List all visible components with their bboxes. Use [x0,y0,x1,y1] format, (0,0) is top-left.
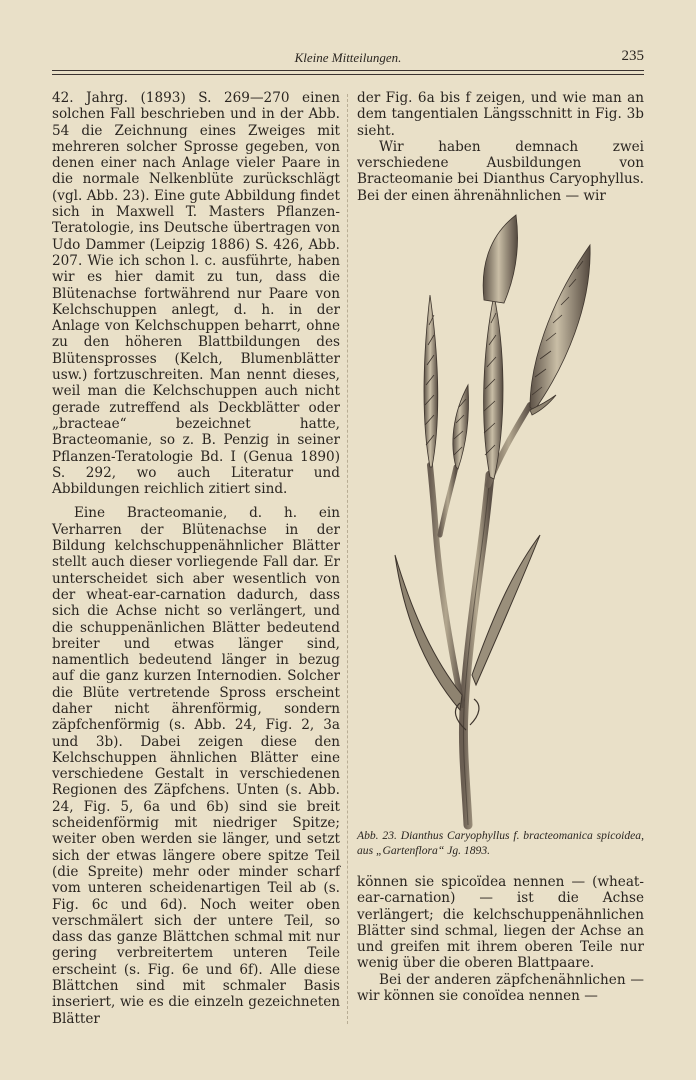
right-spike [530,245,590,411]
right-paragraph-2: Wir haben demnach zwei verschiedene Ausbildungen von Bracteomanie bei Dianthus Caryophyllus. Bei der einen ährenähnlichen — wir [357,138,644,204]
header-rule-top [52,70,644,71]
dianthus-illustration [370,205,640,830]
right-paragraph-1: der Fig. 6a bis f zeigen, und wie man an dem tangentialen Längsschnitt in Fig. 3b sieht. [357,90,644,139]
left-paragraph-2: Eine Bracteomanie, d. h. ein Verharren der Blütenachse in der Bildung kelchschuppenähnlicher Blätter stellt auch dieser vorliegende Fall dar. Er unterscheidet sich aber wesentlich von der wheat-ear-carnation dadurch, dass sich die Achse nicht so verlängert, und die schuppenänlichen Blätter bedeutend breiter und etwas länger sind, namentlich bedeutend länger in bezug auf die ganz kurzen Internodien. Solcher die Blüte vertretende Spross erscheint daher nicht ährenförmig, sondern zäpfchenförmig (s. Abb. 24, Fig. 2, 3a und 3b). Dabei zeigen diese den Kelchschuppen ähnlichen Blätter eine verschiedene Gestalt in verschiedenen Regionen des Zäpfchens. Unten (s. Abb. 24, Fig. 5, 6a und 6b) sind sie breit scheidenförmig mit niedriger Spitze; weiter oben werden sie länger, und setzt sich der etwas längere obere spitze Teil (die Spreite) mehr oder minder scharf vom unteren scheidenartigen Teil ab (s. Fig. 6c und 6d). Noch weiter oben verschmälert sich der untere Teil, so dass das ganze Blättchen schmal mit nur gering verbreitertem unteren Teile erscheint (s. Fig. 6e und 6f). Alle diese Blättchen sind mit schmaler Basis inseriert, wie es die einzeln gezeichneten Blätter [52,505,340,1027]
terminal-bud [483,215,517,303]
leaf-left-lower [395,555,462,710]
column-divider [347,94,348,1024]
left-spike [424,295,438,467]
left-paragraph-1: 42. Jahrg. (1893) S. 269—270 einen solchen Fall beschrieben und in der Abb. 54 die Zeichnung eines Zweiges mit mehreren solcher Sprosse gegeben, von denen einer nach Anlage vieler Paare in die normale Nelkenblüte zurückschlägt (vgl. Abb. 23). Eine gute Abbildung findet sich in Maxwell T. Masters Pflanzen-Teratologie, ins Deutsche übertragen von Udo Dammer (Leipzig 1886) S. 426, Abb. 207. Wie ich schon l. c. ausführte, haben wir es hier damit zu tun, dass die Blütenachse fortwährend nur Paare von Kelchschuppen anlegt, d. h. in der Anlage von Kelchschuppen beharrt, ohne zu den höheren Blattbildungen des Blütensprosses (Kelch, Blumenblätter usw.) fortzuschreiten. Man nennt dieses, weil man die Kelchschuppen auch nicht gerade zutreffend als Deckblätter oder „bracteae“ bezeichnet hatte, Bracteomanie, so z. B. Penzig in seiner Pflanzen-Teratologie Bd. I (Genua 1890) S. 292, wo auch Literatur und Abbildungen reichlich zitiert sind. [52,90,340,498]
running-title: Kleine Mitteilungen. [294,50,402,65]
left-column [52,90,340,1027]
header-rule-bottom [52,74,644,75]
middle-spike [453,385,469,469]
right-paragraph-3: können sie spicoïdea nennen — (wheat-ear-carnation) — ist die Achse verlängert; die kelchschuppenähnlichen Blätter sind schmal, liegen der Achse an und greifen mit ihrem oberen Teile nur wenig über die oberen Blattpaare. [357,874,644,972]
figure-caption: Abb. 23. Dianthus Caryophyllus f. bracteomanica spicoidea, aus „Gartenflora“ Jg. 1893. [357,829,644,857]
right-column-top [357,90,644,204]
right-column-bottom [357,874,644,1004]
page-header [52,46,644,72]
right-paragraph-4: Bei der anderen zäpfchenähnlichen — wir können sie conoïdea nennen — [357,971,644,1005]
page-number: 235 [621,48,644,64]
